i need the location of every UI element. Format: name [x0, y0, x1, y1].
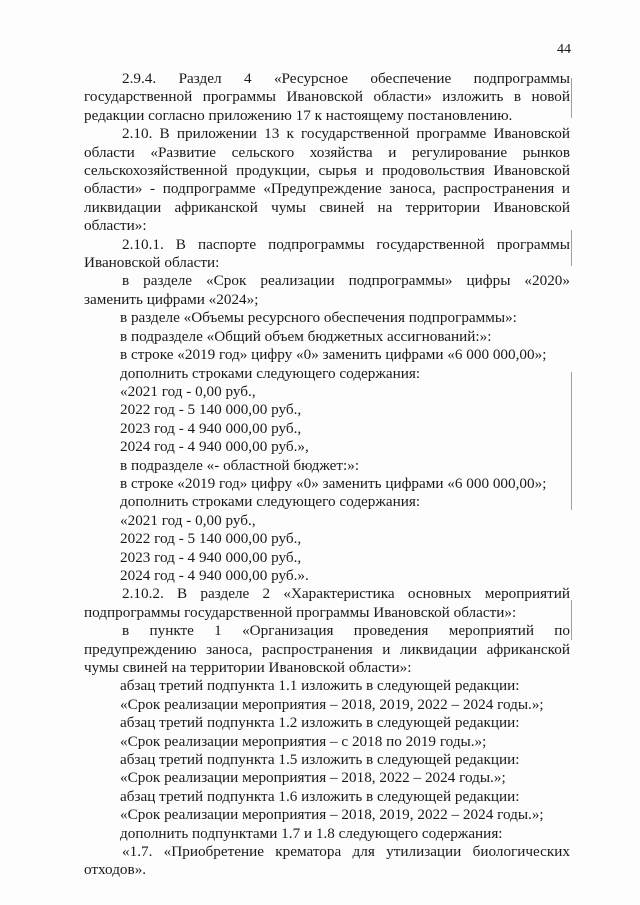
document-body — [84, 70, 570, 880]
scan-artifact-line — [571, 372, 572, 510]
paragraph-sub-1-1-instruction: абзац третий подпункта 1.1 изложить в следующей редакции: — [120, 677, 520, 695]
paragraph-sub-1-2-text: «Срок реализации мероприятия – с 2018 по 2019 годы.»; — [120, 732, 487, 750]
regional-line-2022: 2022 год - 5 140 000,00 руб., — [120, 530, 302, 548]
scan-artifact-line — [571, 78, 572, 118]
paragraph-add-subpoints: дополнить подпунктами 1.7 и 1.8 следующего содержания: — [120, 824, 503, 842]
paragraph-total-budget-subsection: в подразделе «Общий объем бюджетных ассигнований:»: — [120, 327, 492, 345]
paragraph-2-10-1: 2.10.1. В паспорте подпрограммы государственной программы Ивановской области: — [84, 235, 570, 272]
page-number: 44 — [557, 42, 571, 57]
paragraph-add-rows-regional: дополнить строками следующего содержания: — [120, 493, 421, 511]
paragraph-2-10-2: 2.10.2. В разделе 2 «Характеристика основных мероприятий подпрограммы государственной программы Ивановской области»: — [84, 585, 570, 621]
paragraph-sub-1-1-text: «Срок реализации мероприятия – 2018, 2019, 2022 – 2024 годы.»; — [120, 695, 544, 713]
paragraph-resources-section: в разделе «Объемы ресурсного обеспечения подпрограммы»: — [120, 309, 517, 327]
paragraph-2-9-4: 2.9.4. Раздел 4 «Ресурсное обеспечение подпрограммы государственной программы Ивановской области» изложить в новой редакции согласно приложению 17 к настоящему постановлению. — [84, 70, 570, 124]
scan-artifact-line — [571, 600, 572, 640]
budget-line-2021: «2021 год - 0,00 руб., — [120, 382, 256, 400]
paragraph-sub-1-6-instruction: абзац третий подпункта 1.6 изложить в следующей редакции: — [120, 787, 520, 805]
paragraph-sub-1-6-text: «Срок реализации мероприятия – 2018, 2019, 2022 – 2024 годы.»; — [120, 806, 544, 824]
regional-line-2024: 2024 год - 4 940 000,00 руб.». — [120, 566, 309, 584]
regional-line-2023: 2023 год - 4 940 000,00 руб., — [120, 548, 302, 566]
scan-artifact-line — [571, 230, 572, 266]
paragraph-add-rows: дополнить строками следующего содержания: — [120, 364, 421, 382]
paragraph-sub-1-5-text: «Срок реализации мероприятия – 2018, 2022 – 2024 годы.»; — [120, 769, 506, 787]
budget-line-2024: 2024 год - 4 940 000,00 руб.», — [120, 438, 309, 456]
paragraph-sub-1-2-instruction: абзац третий подпункта 1.2 изложить в следующей редакции: — [120, 714, 520, 732]
regional-line-2021: «2021 год - 0,00 руб., — [120, 511, 256, 529]
budget-line-2023: 2023 год - 4 940 000,00 руб., — [120, 419, 302, 437]
paragraph-2-10: 2.10. В приложении 13 к государственной программе Ивановской области «Развитие сельского хозяйства и регулирование рынков сельскохозяйственной продукции, сырья и продовольствия Ивановской области» - подпрограмме «Предупреждение заноса, распространения и ликвидации африканской чумы свиней на территории Ивановской области»: — [84, 125, 570, 235]
paragraph-regional-budget-subsection: в подразделе «- областной бюджет:»: — [120, 456, 360, 474]
paragraph-2019-row-change: в строке «2019 год» цифру «0» заменить цифрами «6 000 000,00»; — [120, 346, 547, 364]
paragraph-sub-1-7: «1.7. «Приобретение крематора для утилизации биологических отходов». — [84, 843, 570, 879]
budget-line-2022: 2022 год - 5 140 000,00 руб., — [120, 401, 302, 419]
paragraph-sub-1-5-instruction: абзац третий подпункта 1.5 изложить в следующей редакции: — [120, 751, 520, 769]
paragraph-term-section: в разделе «Срок реализации подпрограммы» цифры «2020» заменить цифрами «2024»; — [84, 272, 570, 308]
paragraph-point-1: в пункте 1 «Организация проведения мероприятий по предупреждению заноса, распространения и ликвидации африканской чумы свиней на территории Ивановской области»: — [84, 622, 570, 676]
paragraph-2019-row-change-regional: в строке «2019 год» цифру «0» заменить цифрами «6 000 000,00»; — [120, 474, 547, 492]
